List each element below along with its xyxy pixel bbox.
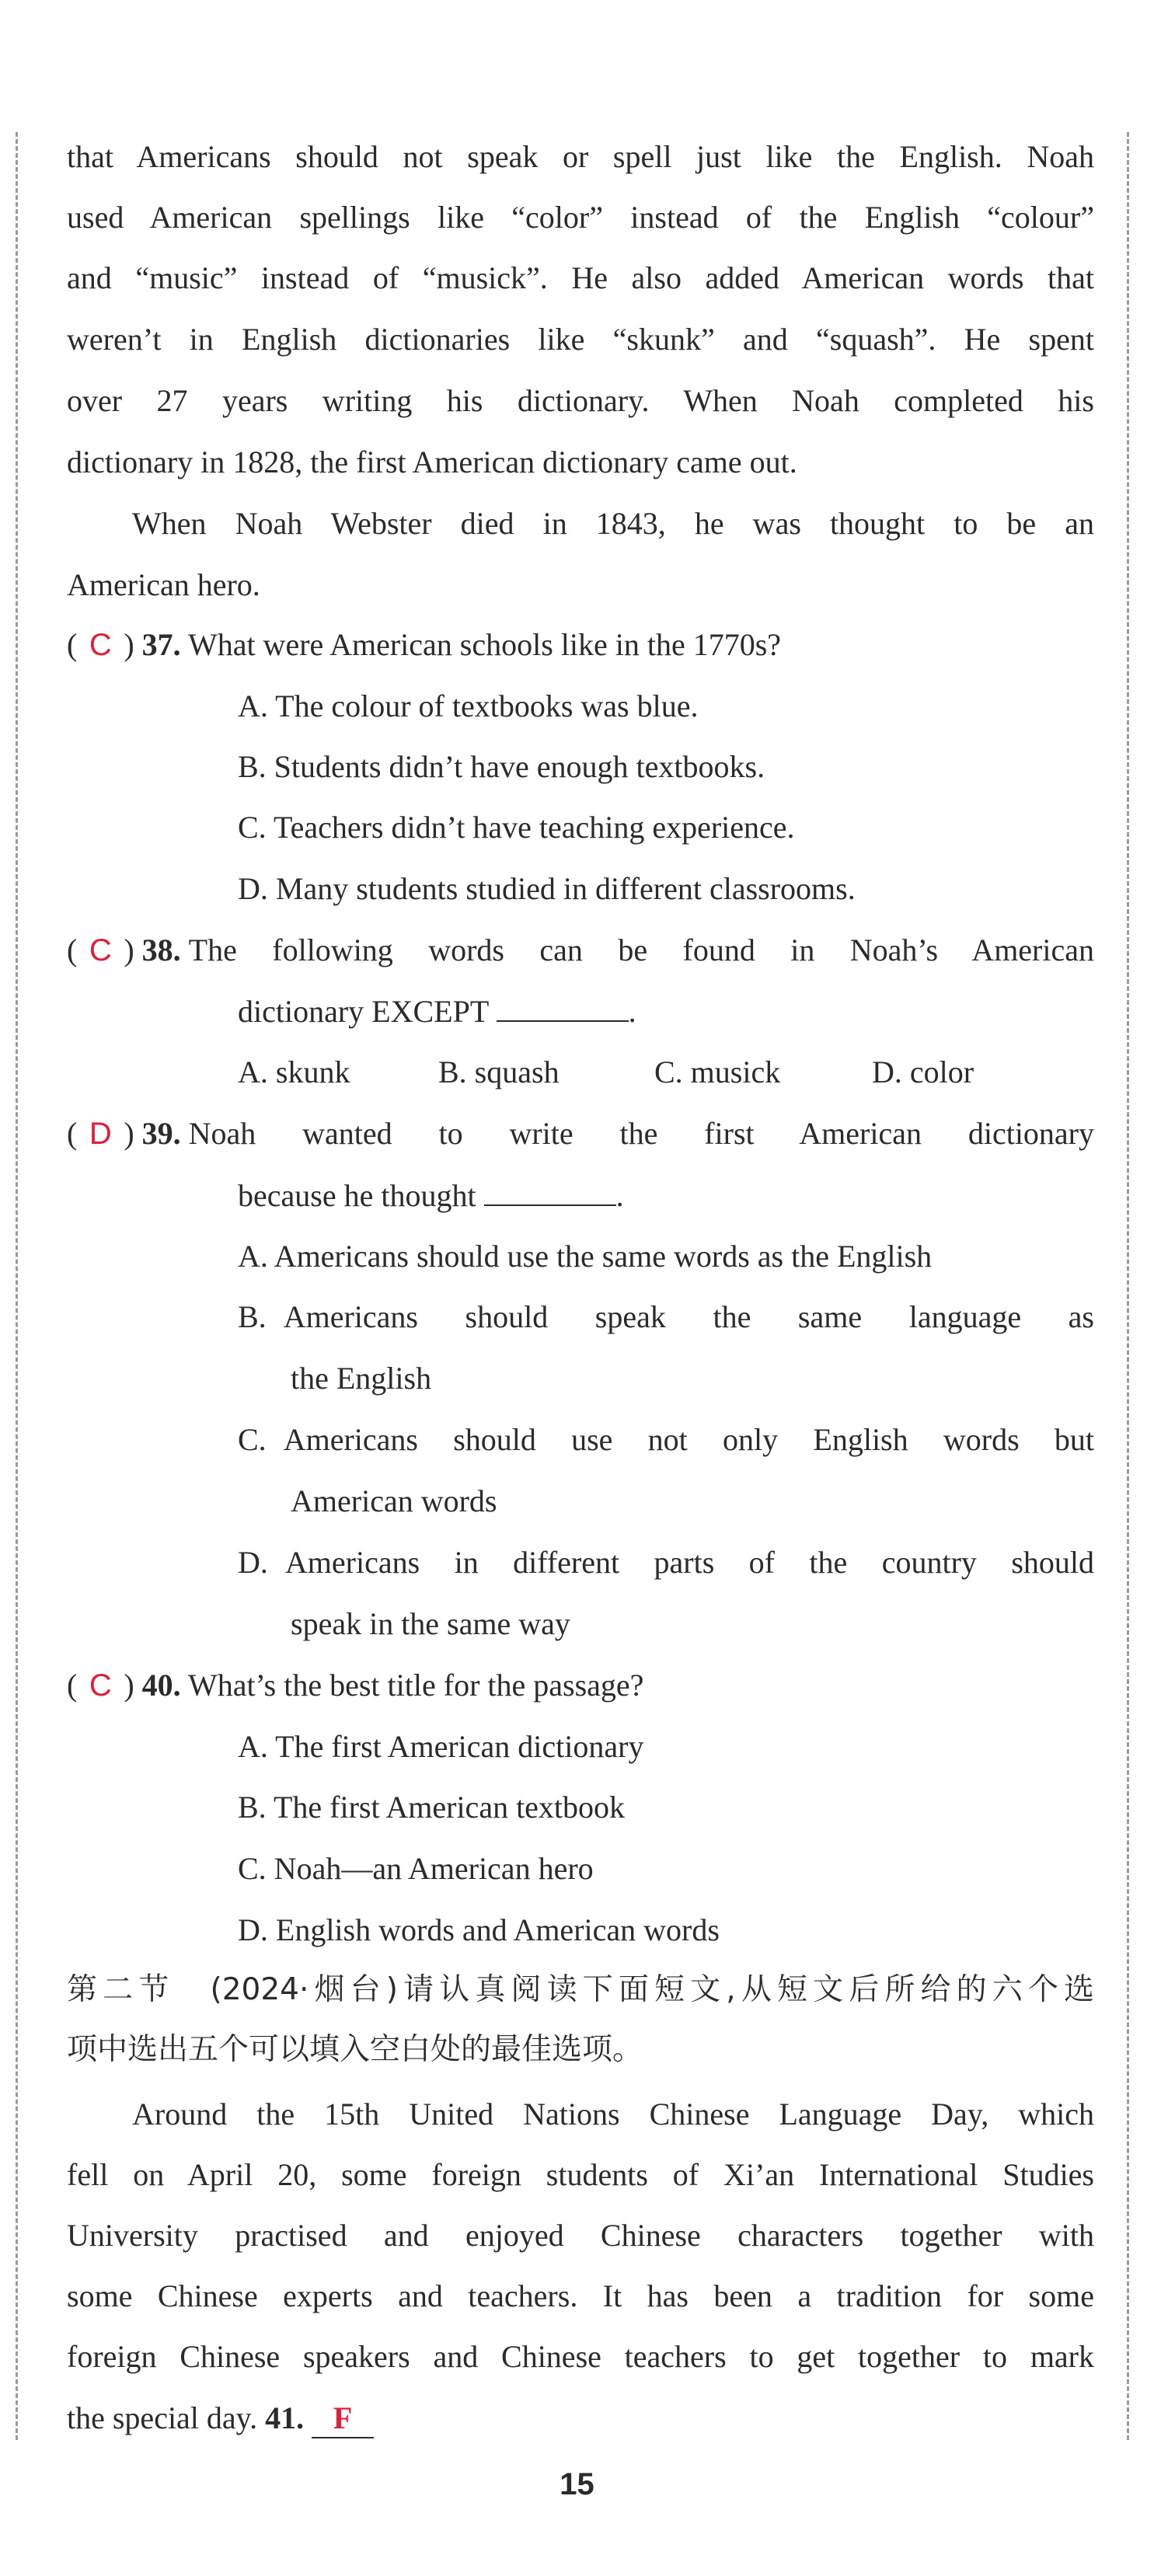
section-heading: 第二节 (2024·烟台)请认真阅读下面短文,从短文后所给的六个选 [67, 1972, 1094, 2007]
question-stem: What were American schools like in the 1770s? [187, 627, 782, 662]
answer-mark: D [89, 1117, 112, 1151]
passage-line: Around the 15th United Nations Chinese Language Day, which [132, 2097, 1094, 2132]
section-heading: 项中选出五个可以填入空白处的最佳选项。 [67, 2032, 643, 2067]
question-stem: because he thought [238, 1178, 476, 1213]
option-d-cont: speak in the same way [291, 1606, 570, 1641]
answer-blank [484, 1176, 616, 1206]
blank-number: 41. [265, 2400, 305, 2435]
option-c: C. Noah—an American hero [238, 1851, 594, 1886]
option-d [238, 1544, 1094, 1581]
passage-line: dictionary in 1828, the first American dictionary came out. [67, 444, 797, 479]
option-c: C. musick [654, 1054, 781, 1089]
question-38: ( C ) 38. The following words can be found in Noah’s American [67, 932, 1094, 967]
option-a: A. The colour of textbooks was blue. [238, 688, 699, 723]
left-margin-line [16, 132, 18, 2440]
passage-line: When Noah Webster died in 1843, he was thought to be an [132, 506, 1094, 541]
passage-line: American hero. [67, 567, 260, 602]
question-stem: dictionary EXCEPT [238, 994, 489, 1029]
answer-mark: C [89, 1668, 112, 1703]
option-c-cont: American words [291, 1483, 497, 1518]
question-39: ( D ) 39. Noah wanted to write the first American dictionary [67, 1116, 1094, 1151]
passage-line: weren’t in English dictionaries like “skunk” and “squash”. He spent [67, 322, 1094, 357]
question-stem: What’s the best title for the passage? [187, 1668, 644, 1703]
question-number: 38. [141, 932, 181, 967]
options-row [238, 1054, 974, 1091]
question-stem-cont: because he thought . [238, 1178, 624, 1213]
option-label: D. [238, 1545, 268, 1580]
passage-line: and “music” instead of “musick”. He also added American words that [67, 260, 1094, 295]
question-40: ( C ) 40. What’s the best title for the passage? [67, 1668, 644, 1703]
option-b: B. The first American textbook [238, 1790, 626, 1825]
passage-line: foreign Chinese speakers and Chinese teachers to get together to mark [67, 2339, 1094, 2374]
blank-answer: F [312, 2400, 374, 2438]
passage-text: the special day. [67, 2400, 258, 2435]
question-stem-cont: dictionary EXCEPT . [238, 994, 636, 1029]
option-b-cont: the English [291, 1361, 432, 1396]
option-b: B. squash [438, 1054, 560, 1089]
option-d: D. color [872, 1054, 974, 1089]
option-c [238, 1421, 1094, 1459]
option-d: D. English words and American words [238, 1912, 720, 1947]
answer-mark: C [89, 628, 112, 662]
option-b [238, 1298, 1094, 1336]
answer-blank [497, 992, 629, 1022]
right-margin-line [1127, 132, 1129, 2440]
option-label: C. [238, 1422, 267, 1457]
option-a: A. The first American dictionary [238, 1729, 644, 1764]
passage-line: over 27 years writing his dictionary. When Noah completed his [67, 383, 1094, 418]
passage-line [67, 2400, 374, 2438]
passage-line: some Chinese experts and teachers. It has been a tradition for some [67, 2278, 1094, 2313]
passage-line: University practised and enjoyed Chinese characters together with [67, 2218, 1094, 2253]
option-b: B. Students didn’t have enough textbooks. [238, 749, 765, 784]
passage-line: used American spellings like “color” instead of the English “colour” [67, 200, 1094, 235]
option-a: A. Americans should use the same words as the English [238, 1239, 933, 1274]
passage-line: fell on April 20, some foreign students of Xi’an International Studies [67, 2157, 1094, 2192]
question-stem: Noah wanted to write the first American dictionary [188, 1116, 1094, 1151]
option-text: Americans should speak the same language as [283, 1299, 1094, 1334]
option-text: Americans should use not only English words but [283, 1422, 1094, 1457]
question-number: 37. [141, 627, 181, 662]
option-c: C. Teachers didn’t have teaching experience. [238, 810, 795, 845]
passage-line: that Americans should not speak or spell just like the English. Noah [67, 139, 1094, 174]
answer-mark: C [89, 933, 112, 967]
option-label: B. [238, 1299, 267, 1334]
question-number: 39. [141, 1116, 181, 1151]
question-stem: The following words can be found in Noah’s American [188, 932, 1094, 967]
question-number: 40. [141, 1668, 181, 1703]
option-text: Americans in different parts of the country should [284, 1545, 1094, 1580]
option-a: A. skunk [238, 1054, 350, 1089]
option-d: D. Many students studied in different classrooms. [238, 871, 856, 906]
page-number: 15 [560, 2467, 594, 2501]
question-37: ( C ) 37. What were American schools like in the 1770s? [67, 627, 782, 662]
